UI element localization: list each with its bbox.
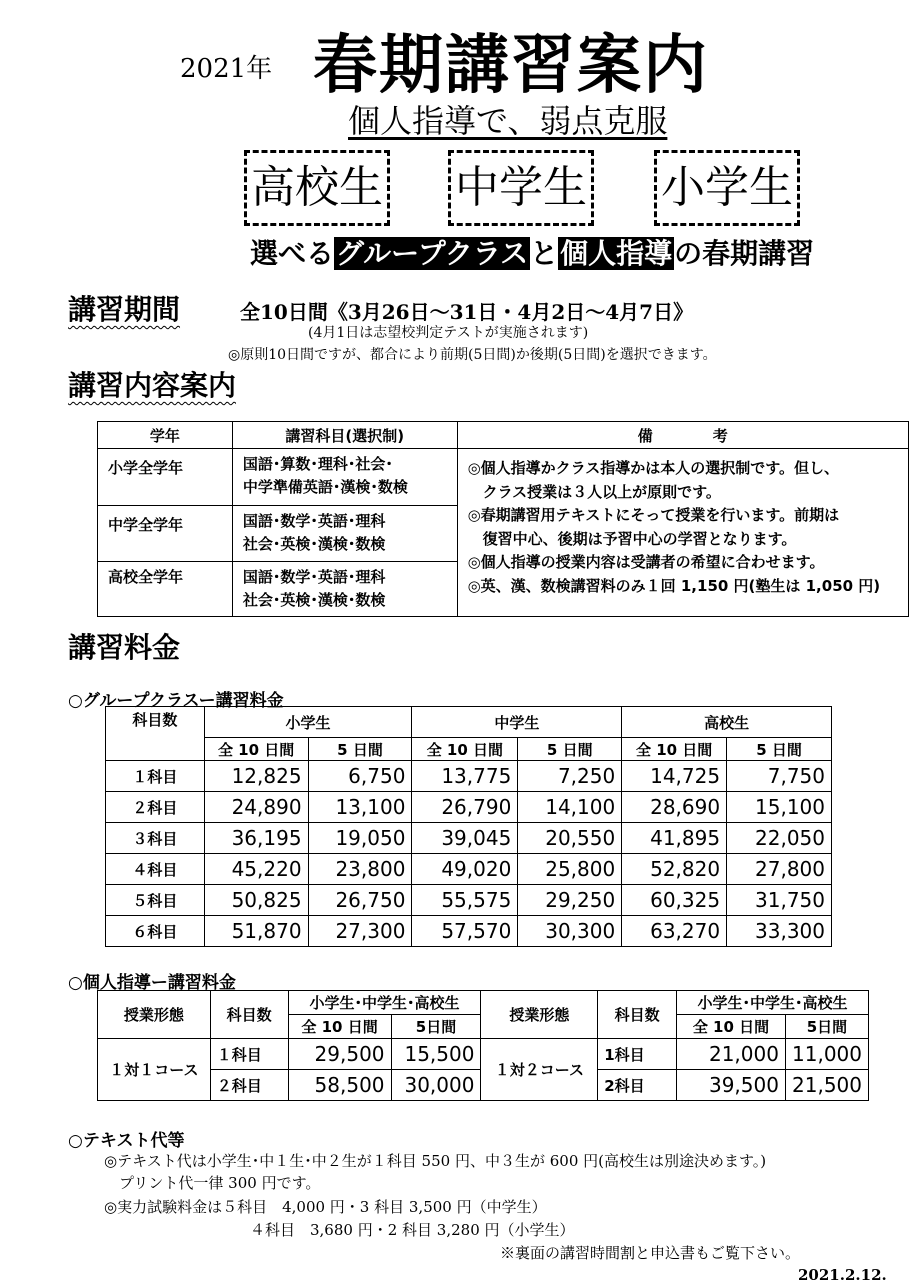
col-header-level: 小学生･中学生･高校生 <box>677 991 869 1015</box>
fee-cell: 15,500 <box>391 1039 481 1070</box>
issue-date: 2021.2.12. <box>798 1266 887 1284</box>
period-full: 全 10 日間 <box>288 1015 391 1039</box>
fee-cell: 29,250 <box>518 885 622 916</box>
fee-cell: 52,820 <box>622 854 727 885</box>
fee-cell: 26,750 <box>308 885 412 916</box>
fee-cell: 6,750 <box>308 761 412 792</box>
fee-cell: 23,800 <box>308 854 412 885</box>
period-full: 全 10 日間 <box>677 1015 786 1039</box>
fee-cell: 20,550 <box>518 823 622 854</box>
subject-count: ６科目 <box>106 916 205 947</box>
level-elementary: 小学生 <box>204 707 412 738</box>
subjects-line: 国語･数学･英語･理科 <box>242 568 386 586</box>
fee-cell: 25,800 <box>518 854 622 885</box>
fee-cell: 55,575 <box>412 885 518 916</box>
table-row <box>106 792 832 823</box>
subjects-cell <box>232 449 457 506</box>
fee-cell: 60,325 <box>622 885 727 916</box>
fee-cell: 13,100 <box>308 792 412 823</box>
subjects-line: 社会･英検･漢検･数検 <box>242 535 386 553</box>
fee-cell: 49,020 <box>412 854 518 885</box>
tagline-part: 選べる <box>250 237 335 270</box>
tagline-individual: 個人指導 <box>560 237 673 270</box>
period-text: 全10日間《3月26日～31日・4月2日～4月7日》 <box>240 300 694 324</box>
grade-high: 高校生 <box>244 150 390 226</box>
table-row <box>106 885 832 916</box>
text-fee-title: ○テキスト代等 <box>68 1131 185 1151</box>
remark-line: ◎英、漢、数検講習料のみ１回 1,150 円(塾生は 1,050 円) <box>467 576 881 595</box>
subjects-line: 国語･数学･英語･理科 <box>242 512 386 530</box>
subject-count: １科目 <box>106 761 205 792</box>
tagline <box>250 232 814 272</box>
fee-cell: 50,825 <box>204 885 308 916</box>
fee-cell: 21,500 <box>785 1070 868 1101</box>
remarks-cell <box>457 449 908 617</box>
period-half: 5 日間 <box>518 738 622 761</box>
text-fee-line: ４科目 3,680 円・2 科目 3,280 円（小学生） <box>250 1221 575 1239</box>
table-row <box>106 854 832 885</box>
fee-cell: 12,825 <box>204 761 308 792</box>
col-header-subjects: 科目数 <box>598 991 677 1039</box>
subject-count: ２科目 <box>210 1070 288 1101</box>
content-table <box>97 421 909 617</box>
fee-cell: 58,500 <box>288 1070 391 1101</box>
col-header-type: 授業形態 <box>481 991 598 1039</box>
period-full: 全 10 日間 <box>204 738 308 761</box>
subject-count: ５科目 <box>106 885 205 916</box>
col-header-grade: 学年 <box>98 422 233 449</box>
fee-cell: 22,050 <box>727 823 832 854</box>
period-full: 全 10 日間 <box>412 738 518 761</box>
grade-cell: 小学全学年 <box>98 449 233 506</box>
fee-cell: 21,000 <box>677 1039 786 1070</box>
fee-cell: 63,270 <box>622 916 727 947</box>
fee-cell: 7,750 <box>727 761 832 792</box>
period-heading: 講習期間 <box>68 293 181 326</box>
subjects-line: 社会･英検･漢検･数検 <box>242 591 386 609</box>
content-heading: 講習内容案内 <box>68 369 237 402</box>
subjects-line: 国語･算数･理科･社会･ <box>242 455 393 473</box>
fee-cell: 24,890 <box>204 792 308 823</box>
remark-line: 復習中心、後期は予習中心の学習となります。 <box>467 529 797 548</box>
tagline-part: の春期講習 <box>674 237 815 270</box>
grade-middle: 中学生 <box>448 150 594 226</box>
fee-cell: 14,725 <box>622 761 727 792</box>
fee-cell: 31,750 <box>727 885 832 916</box>
individual-fee-title: ○個人指導ー講習料金 <box>68 973 236 993</box>
col-header-remarks: 備 考 <box>457 422 908 449</box>
tagline-part: と <box>530 237 559 270</box>
group-fee-title: ○グループクラスー講習料金 <box>68 691 284 711</box>
level-high: 高校生 <box>622 707 832 738</box>
subject-count: 2科目 <box>598 1070 677 1101</box>
individual-fee-table <box>97 990 869 1101</box>
subject-count: ３科目 <box>106 823 205 854</box>
subject-count: ２科目 <box>106 792 205 823</box>
period-half: 5 日間 <box>308 738 412 761</box>
text-fee-line: ◎実力試験料金は５科目 4,000 円・3 科目 3,500 円（中学生） <box>104 1198 547 1216</box>
subtitle: 個人指導で、弱点克服 <box>348 102 668 140</box>
fee-cell: 57,570 <box>412 916 518 947</box>
table-row <box>106 916 832 947</box>
grade-cell: 高校全学年 <box>98 562 233 617</box>
remark-line: ◎個人指導の授業内容は受講者の希望に合わせます。 <box>467 553 825 571</box>
period-full: 全 10 日間 <box>622 738 727 761</box>
fee-cell: 36,195 <box>204 823 308 854</box>
fee-cell: 14,100 <box>518 792 622 823</box>
period-note-2: ◎原則10日間ですが、都合により前期(5日間)か後期(5日間)を選択できます。 <box>228 347 717 363</box>
fee-cell: 51,870 <box>204 916 308 947</box>
remark-line: ◎個人指導かクラス指導かは本人の選択制です。但し、 <box>467 459 840 477</box>
grade-cell: 中学全学年 <box>98 506 233 562</box>
subjects-line: 中学準備英語･漢検･数検 <box>242 478 408 496</box>
year-label: 2021年 <box>180 54 273 84</box>
tagline-group-class: グループクラス <box>336 237 529 270</box>
fee-cell: 13,775 <box>412 761 518 792</box>
col-header-subjects: 科目数 <box>106 707 205 761</box>
fees-heading: 講習料金 <box>68 631 181 664</box>
page-title: 春期講習案内 <box>313 28 709 103</box>
fee-cell: 26,790 <box>412 792 518 823</box>
period-half: 5日間 <box>391 1015 481 1039</box>
fee-cell: 30,000 <box>391 1070 481 1101</box>
fee-cell: 28,690 <box>622 792 727 823</box>
fee-cell: 19,050 <box>308 823 412 854</box>
back-page-note: ※裏面の講習時間割と申込書もご覧下さい。 <box>500 1244 801 1262</box>
level-middle: 中学生 <box>412 707 622 738</box>
fee-cell: 33,300 <box>727 916 832 947</box>
col-header-subjects: 科目数 <box>210 991 288 1039</box>
table-row <box>106 761 832 792</box>
subject-count: 1科目 <box>598 1039 677 1070</box>
subject-count: ４科目 <box>106 854 205 885</box>
fee-cell: 30,300 <box>518 916 622 947</box>
fee-cell: 27,800 <box>727 854 832 885</box>
fee-cell: 15,100 <box>727 792 832 823</box>
col-header-type: 授業形態 <box>98 991 211 1039</box>
col-header-level: 小学生･中学生･高校生 <box>288 991 481 1015</box>
grade-elementary: 小学生 <box>654 150 800 226</box>
subject-count: １科目 <box>210 1039 288 1070</box>
period-half: 5日間 <box>785 1015 868 1039</box>
text-fee-line: プリント代一律 300 円です。 <box>104 1174 321 1192</box>
fee-cell: 45,220 <box>204 854 308 885</box>
text-fee-line: ◎テキスト代は小学生･中１生･中２生が１科目 550 円、中３生が 600 円(高校生は別途決めます。) <box>104 1152 767 1170</box>
course-1on2: １対２コース <box>481 1039 598 1101</box>
period-note-1: (4月1日は志望校判定テストが実施されます) <box>308 325 589 341</box>
course-1on1: １対１コース <box>98 1039 211 1101</box>
remark-line: クラス授業は３人以上が原則です。 <box>467 482 721 501</box>
fee-cell: 29,500 <box>288 1039 391 1070</box>
fee-cell: 27,300 <box>308 916 412 947</box>
fee-cell: 39,045 <box>412 823 518 854</box>
remark-line: ◎春期講習用テキストにそって授業を行います。前期は <box>467 506 840 524</box>
col-header-subjects: 講習科目(選択制) <box>232 422 457 449</box>
period-half: 5 日間 <box>727 738 832 761</box>
table-row <box>106 823 832 854</box>
subjects-cell <box>232 562 457 617</box>
fee-cell: 11,000 <box>785 1039 868 1070</box>
fee-cell: 7,250 <box>518 761 622 792</box>
fee-cell: 39,500 <box>677 1070 786 1101</box>
group-fee-table <box>105 706 832 947</box>
subjects-cell <box>232 506 457 562</box>
fee-cell: 41,895 <box>622 823 727 854</box>
